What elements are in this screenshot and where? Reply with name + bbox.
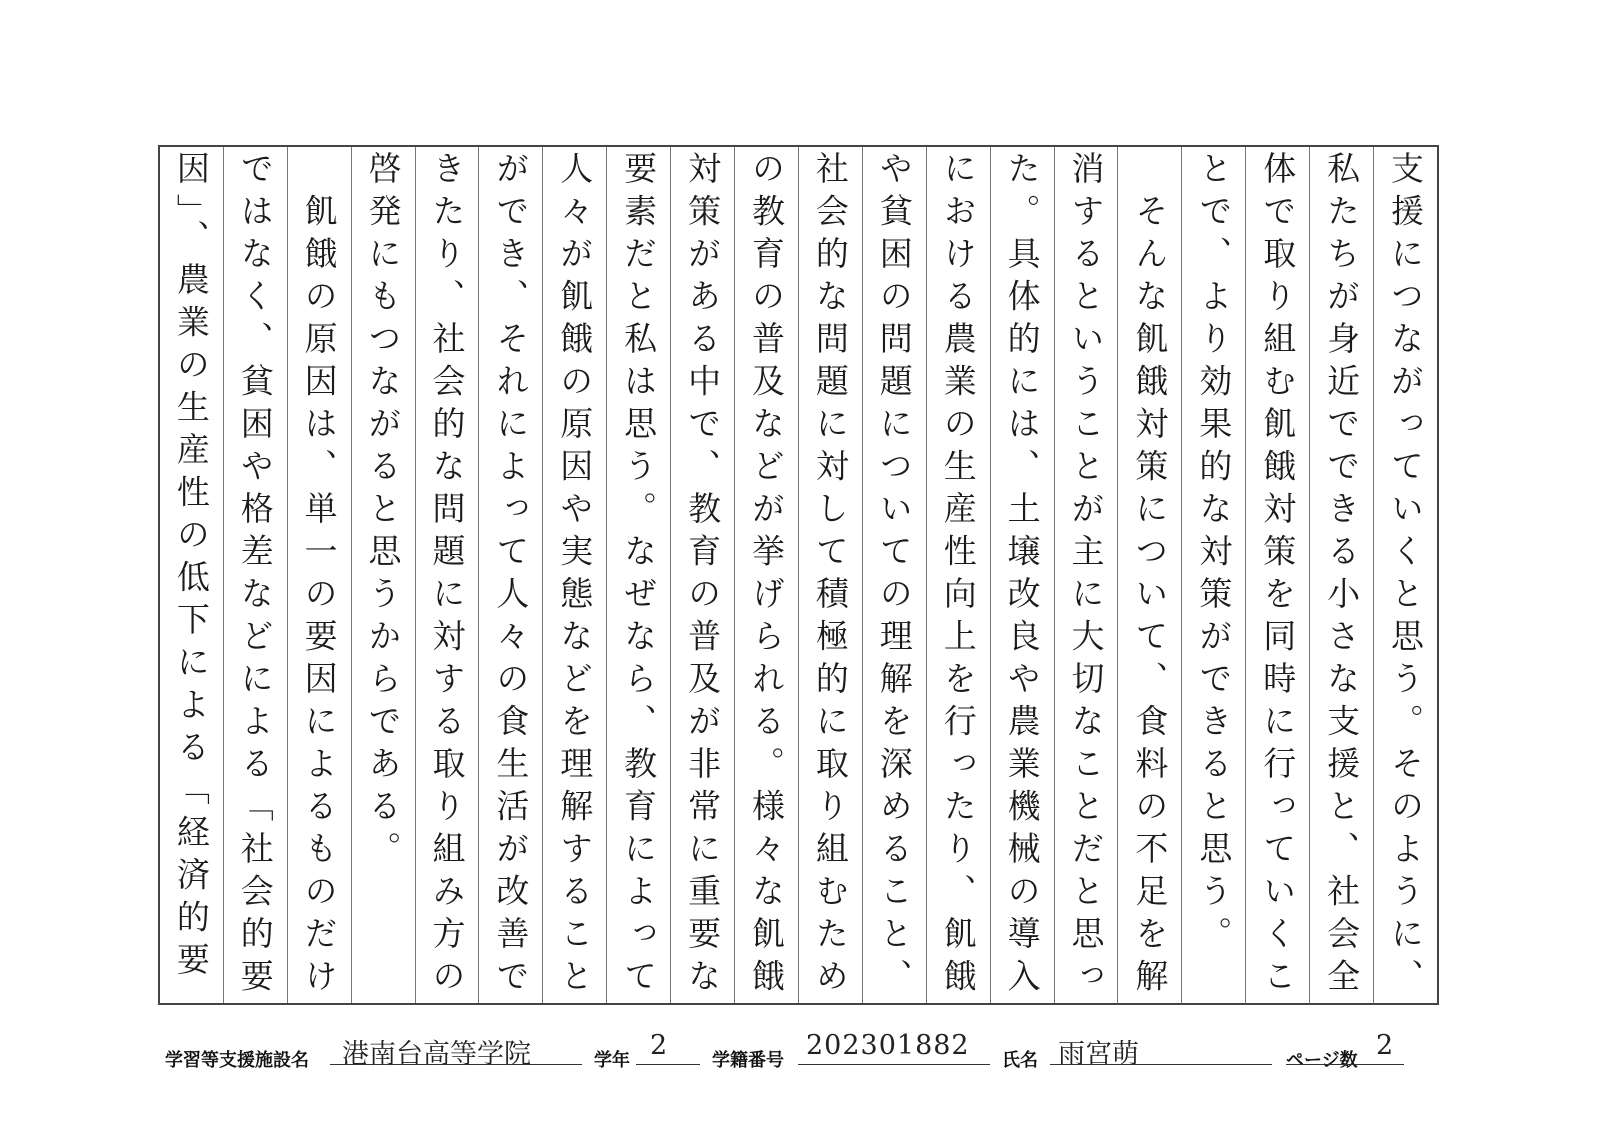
student-number-value[interactable]: 202301882: [806, 1030, 970, 1061]
column-text: の教育の普及などが挙げられる。様々な飢餓: [746, 151, 786, 1001]
column-text: ではなく、貧困や格差などによる「社会的要: [235, 151, 275, 1001]
manuscript-column: [1373, 147, 1437, 1003]
column-text: 体で取り組む飢餓対策を同時に行っていくこ: [1258, 151, 1298, 1001]
facility-underline: [330, 1064, 582, 1065]
student-number-label: 学籍番号: [712, 1050, 784, 1071]
manuscript-column: [1117, 147, 1181, 1003]
column-text: 人々が飢餓の原因や実態などを理解すること: [555, 151, 595, 1001]
column-text: 因」、農業の生産性の低下による「経済的要: [171, 151, 211, 985]
grade-label: 学年: [594, 1050, 630, 1071]
column-text: 飢餓の原因は、単一の要因によるものだけ: [299, 151, 339, 1001]
grade-underline: [636, 1064, 700, 1065]
column-text: そんな飢餓対策について、食料の不足を解: [1130, 151, 1170, 1001]
column-text: 要素だと私は思う。なぜなら、教育によって: [619, 151, 659, 1001]
manuscript-column: [734, 147, 798, 1003]
column-text: た。具体的には、土壌改良や農業機械の導入: [1002, 151, 1042, 1001]
name-underline: [1050, 1064, 1272, 1065]
column-text: 対策がある中で、教育の普及が非常に重要な: [683, 151, 723, 1001]
column-text: とで、より効果的な対策ができると思う。: [1194, 151, 1234, 959]
manuscript-column: [351, 147, 415, 1003]
manuscript-column: [670, 147, 734, 1003]
manuscript-column: [1181, 147, 1245, 1003]
column-text: 社会的な問題に対して積極的に取り組むため: [810, 151, 850, 1001]
facility-label: 学習等支援施設名: [165, 1050, 309, 1071]
column-text: 私たちが身近でできる小さな支援と、社会全: [1322, 151, 1362, 1001]
manuscript-column: [798, 147, 862, 1003]
manuscript-column: [1054, 147, 1118, 1003]
column-text: 支援につながっていくと思う。そのように、: [1386, 151, 1426, 1001]
grade-value[interactable]: 2: [650, 1030, 668, 1061]
manuscript-column: [862, 147, 926, 1003]
student-number-underline: [798, 1064, 990, 1065]
manuscript-column: [478, 147, 542, 1003]
manuscript-column: [542, 147, 606, 1003]
manuscript-column: [415, 147, 479, 1003]
page-count-underline: [1286, 1064, 1404, 1065]
page-count-value[interactable]: 2: [1376, 1030, 1394, 1061]
column-text: きたり、社会的な問題に対する取り組み方の: [427, 151, 467, 1001]
column-text: における農業の生産性向上を行ったり、飢餓: [938, 151, 978, 1001]
column-text: 消するということが主に大切なことだと思っ: [1066, 151, 1106, 1001]
column-text: ができ、それによって人々の食生活が改善で: [491, 151, 531, 1001]
page-count-label: ページ数: [1286, 1050, 1358, 1071]
manuscript-sheet: [158, 145, 1439, 1005]
manuscript-column: [223, 147, 287, 1003]
column-text: や貧困の問題についての理解を深めること、: [874, 151, 914, 1001]
manuscript-column: [606, 147, 670, 1003]
column-text: 啓発にもつながると思うからである。: [363, 151, 403, 874]
manuscript-column: [160, 147, 223, 1003]
facility-value[interactable]: 港南台高等学院: [342, 1039, 531, 1070]
name-value[interactable]: 雨宮萌: [1058, 1039, 1139, 1070]
manuscript-column: [287, 147, 351, 1003]
manuscript-column: [1245, 147, 1309, 1003]
manuscript-column: [990, 147, 1054, 1003]
name-label: 氏名: [1002, 1050, 1038, 1071]
manuscript-column: [926, 147, 990, 1003]
manuscript-column: [1309, 147, 1373, 1003]
